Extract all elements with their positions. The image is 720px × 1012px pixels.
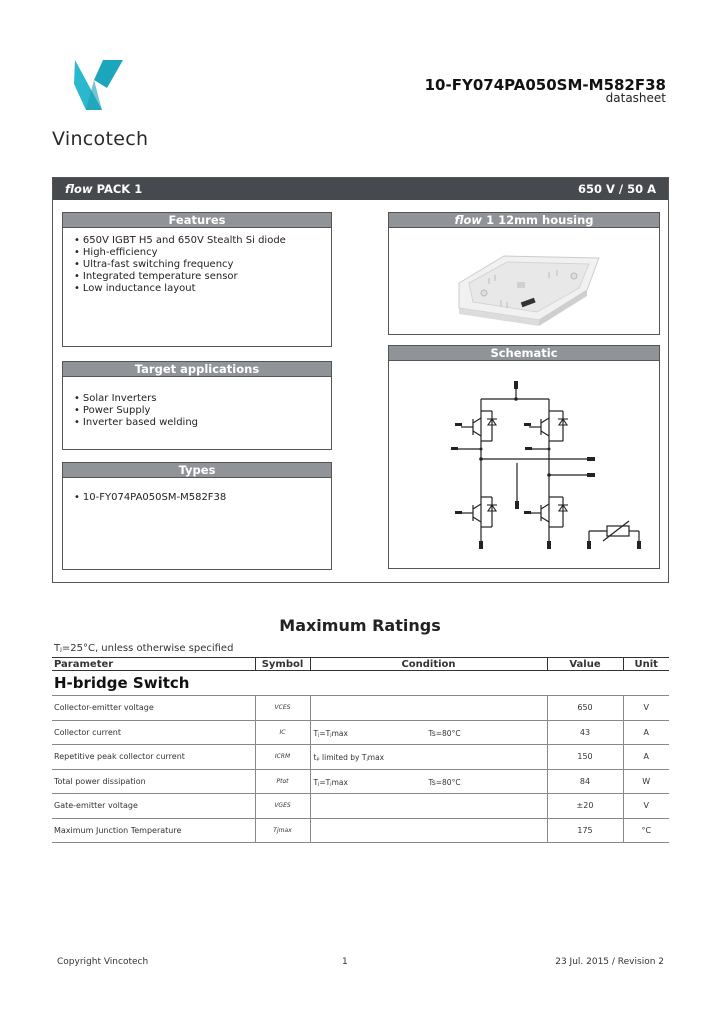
list-item: • Integrated temperature sensor <box>74 271 331 283</box>
table-header-row <box>52 658 669 671</box>
schematic-title: Schematic <box>389 346 659 361</box>
list-item: • Ultra-fast switching frequency <box>74 259 331 271</box>
list-item: • Solar Inverters <box>74 393 331 405</box>
housing-image <box>389 228 661 334</box>
cell-value: 650 <box>547 696 623 721</box>
types-list <box>63 478 331 504</box>
cell-value: ±20 <box>547 794 623 819</box>
cell-param: Repetitive peak collector current <box>52 745 255 770</box>
cell-unit: V <box>623 696 669 721</box>
col-value: Value <box>547 658 623 671</box>
col-unit: Unit <box>623 658 669 671</box>
cell-param: Maximum Junction Temperature <box>52 818 255 843</box>
types-title: Types <box>63 463 331 478</box>
housing-title: flow 1 12mm housing <box>389 213 659 228</box>
list-item: • 650V IGBT H5 and 650V Stealth Si diode <box>74 235 331 247</box>
cell-symbol: Tjmax <box>255 818 310 843</box>
section-row <box>52 671 669 696</box>
col-parameter: Parameter <box>52 658 255 671</box>
schematic-diagram <box>389 361 661 569</box>
cell-unit: W <box>623 769 669 794</box>
footer-copyright: Copyright Vincotech <box>57 957 149 967</box>
types-panel <box>62 462 332 570</box>
cell-condition <box>310 696 547 721</box>
features-title: Features <box>63 213 331 228</box>
cell-symbol: VCES <box>255 696 310 721</box>
cell-unit: V <box>623 794 669 819</box>
list-item: • High-efficiency <box>74 247 331 259</box>
list-item: • Power Supply <box>74 405 331 417</box>
part-number-title: 10-FY074PA050SM-M582F38 <box>424 76 666 94</box>
col-symbol: Symbol <box>255 658 310 671</box>
table-row <box>52 794 669 819</box>
table-row <box>52 696 669 721</box>
cell-symbol: IC <box>255 720 310 745</box>
cell-condition: Tⱼ=Tⱼmax Ts=80°C <box>310 720 547 745</box>
cell-param: Total power dissipation <box>52 769 255 794</box>
doc-type: datasheet <box>605 91 666 105</box>
cell-value: 175 <box>547 818 623 843</box>
cell-symbol: ICRM <box>255 745 310 770</box>
list-item: • Inverter based welding <box>74 417 331 429</box>
maximum-ratings-title: Maximum Ratings <box>279 616 441 635</box>
list-item: • Low inductance layout <box>74 283 331 295</box>
table-row <box>52 818 669 843</box>
product-header-bar <box>53 178 668 200</box>
footer-revision: 23 Jul. 2015 / Revision 2 <box>555 957 664 967</box>
cell-symbol: VGES <box>255 794 310 819</box>
cell-value: 84 <box>547 769 623 794</box>
section-title: H-bridge Switch <box>52 671 669 696</box>
cell-param: Gate-emitter voltage <box>52 794 255 819</box>
target-applications-title: Target applications <box>63 362 331 377</box>
target-applications-list <box>63 377 331 429</box>
target-applications-panel <box>62 361 332 450</box>
features-list <box>63 228 331 295</box>
product-family: flow PACK 1 <box>65 182 143 196</box>
cell-unit: A <box>623 745 669 770</box>
table-row <box>52 769 669 794</box>
list-item: • 10-FY074PA050SM-M582F38 <box>74 492 331 504</box>
table-row <box>52 745 669 770</box>
brand-name: Vincotech <box>52 128 149 150</box>
cell-unit: A <box>623 720 669 745</box>
cell-param: Collector-emitter voltage <box>52 696 255 721</box>
product-overview-frame <box>52 177 669 583</box>
product-rating: 650 V / 50 A <box>577 182 656 196</box>
footer-page-number: 1 <box>342 957 348 967</box>
cell-unit: °C <box>623 818 669 843</box>
features-panel <box>62 212 332 347</box>
cell-condition <box>310 818 547 843</box>
ratings-table <box>52 657 669 843</box>
conditions-note: Tⱼ=25°C, unless otherwise specified <box>54 643 234 654</box>
housing-panel <box>388 212 660 335</box>
table-row <box>52 720 669 745</box>
cell-value: 150 <box>547 745 623 770</box>
cell-value: 43 <box>547 720 623 745</box>
col-condition: Condition <box>310 658 547 671</box>
cell-param: Collector current <box>52 720 255 745</box>
cell-symbol: Ptot <box>255 769 310 794</box>
cell-condition <box>310 794 547 819</box>
cell-condition: Tⱼ=Tⱼmax Ts=80°C <box>310 769 547 794</box>
schematic-panel <box>388 345 660 569</box>
cell-condition: tₚ limited by Tⱼmax <box>310 745 547 770</box>
